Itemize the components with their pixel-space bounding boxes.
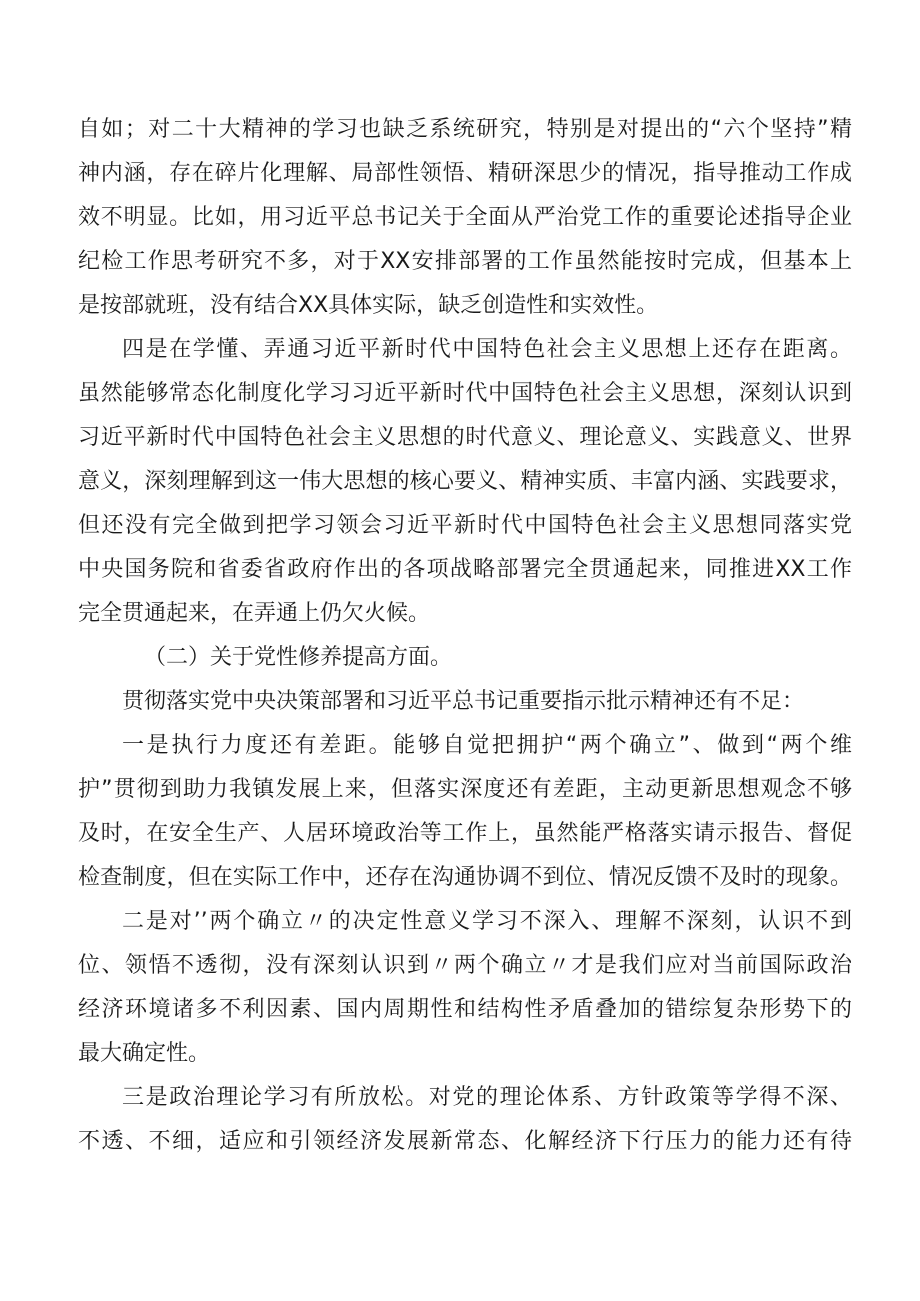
paragraph-line-19: 二是对’’两个确立〃的决定性意义学习不深入、理解不深刻，认识不到: [122, 909, 852, 934]
paragraph-line-21: 经济环境诸多不利因素、国内周期性和结构性矛盾叠加的错综复杂形势下的: [78, 997, 852, 1022]
section-heading: （二）关于党性修养提高方面。: [144, 645, 453, 670]
paragraph-line-18: 检查制度，但在实际工作中，还存在沟通协调不到位、情况反馈不及时的现象。: [78, 865, 852, 890]
paragraph-line-7: 虽然能够常态化制度化学习习近平新时代中国特色社会主义思想，深刻认识到: [78, 381, 852, 406]
paragraph-line-9: 意义，深刻理解到这一伟大思想的核心要义、精神实质、丰富内涵、实践要求，: [78, 469, 852, 494]
paragraph-line-20: 位、领悟不透彻，没有深刻认识到〃两个确立〃才是我们应对当前国际政治: [78, 953, 852, 978]
paragraph-line-5: 是按部就班，没有结合XX具体实际，缺乏创造性和实效性。: [78, 293, 659, 318]
paragraph-line-3: 效不明显。比如，用习近平总书记关于全面从严治党工作的重要论述指导企业: [78, 205, 852, 230]
paragraph-line-15: 一是执行力度还有差距。能够自觉把拥护“两个确立”、做到“两个维: [122, 733, 852, 758]
paragraph-line-11: 中央国务院和省委省政府作出的各项战略部署完全贯通起来，同推进XX工作: [78, 557, 852, 582]
paragraph-line-22: 最大确定性。: [78, 1041, 211, 1066]
paragraph-line-8: 习近平新时代中国特色社会主义思想的时代意义、理论意义、实践意义、世界: [78, 425, 852, 450]
paragraph-line-16: 护”贯彻到助力我镇发展上来，但落实深度还有差距，主动更新思想观念不够: [78, 777, 852, 802]
paragraph-line-12: 完全贯通起来，在弄通上仍欠火候。: [78, 601, 431, 626]
paragraph-line-6: 四是在学懂、弄通习近平新时代中国特色社会主义思想上还存在距离。: [122, 337, 852, 362]
paragraph-line-17: 及时，在安全生产、人居环境政治等工作上，虽然能严格落实请示报告、督促: [78, 821, 852, 846]
paragraph-line-1: 自如；对二十大精神的学习也缺乏系统研究，特别是对提出的“六个坚持”精: [78, 117, 852, 142]
paragraph-line-2: 神内涵，存在碎片化理解、局部性领悟、精研深思少的情况，指导推动工作成: [78, 161, 852, 186]
paragraph-line-23: 三是政治理论学习有所放松。对党的理论体系、方针政策等学得不深、: [122, 1085, 852, 1110]
paragraph-line-14: 贯彻落实党中央决策部署和习近平总书记重要指示批示精神还有不足：: [122, 689, 805, 714]
paragraph-line-10: 但还没有完全做到把学习领会习近平新时代中国特色社会主义思想同落实党: [78, 513, 852, 538]
paragraph-line-24: 不透、不细，适应和引领经济发展新常态、化解经济下行压力的能力还有待: [78, 1129, 852, 1154]
paragraph-line-4: 纪检工作思考研究不多，对于XX安排部署的工作虽然能按时完成，但基本上: [78, 249, 852, 274]
